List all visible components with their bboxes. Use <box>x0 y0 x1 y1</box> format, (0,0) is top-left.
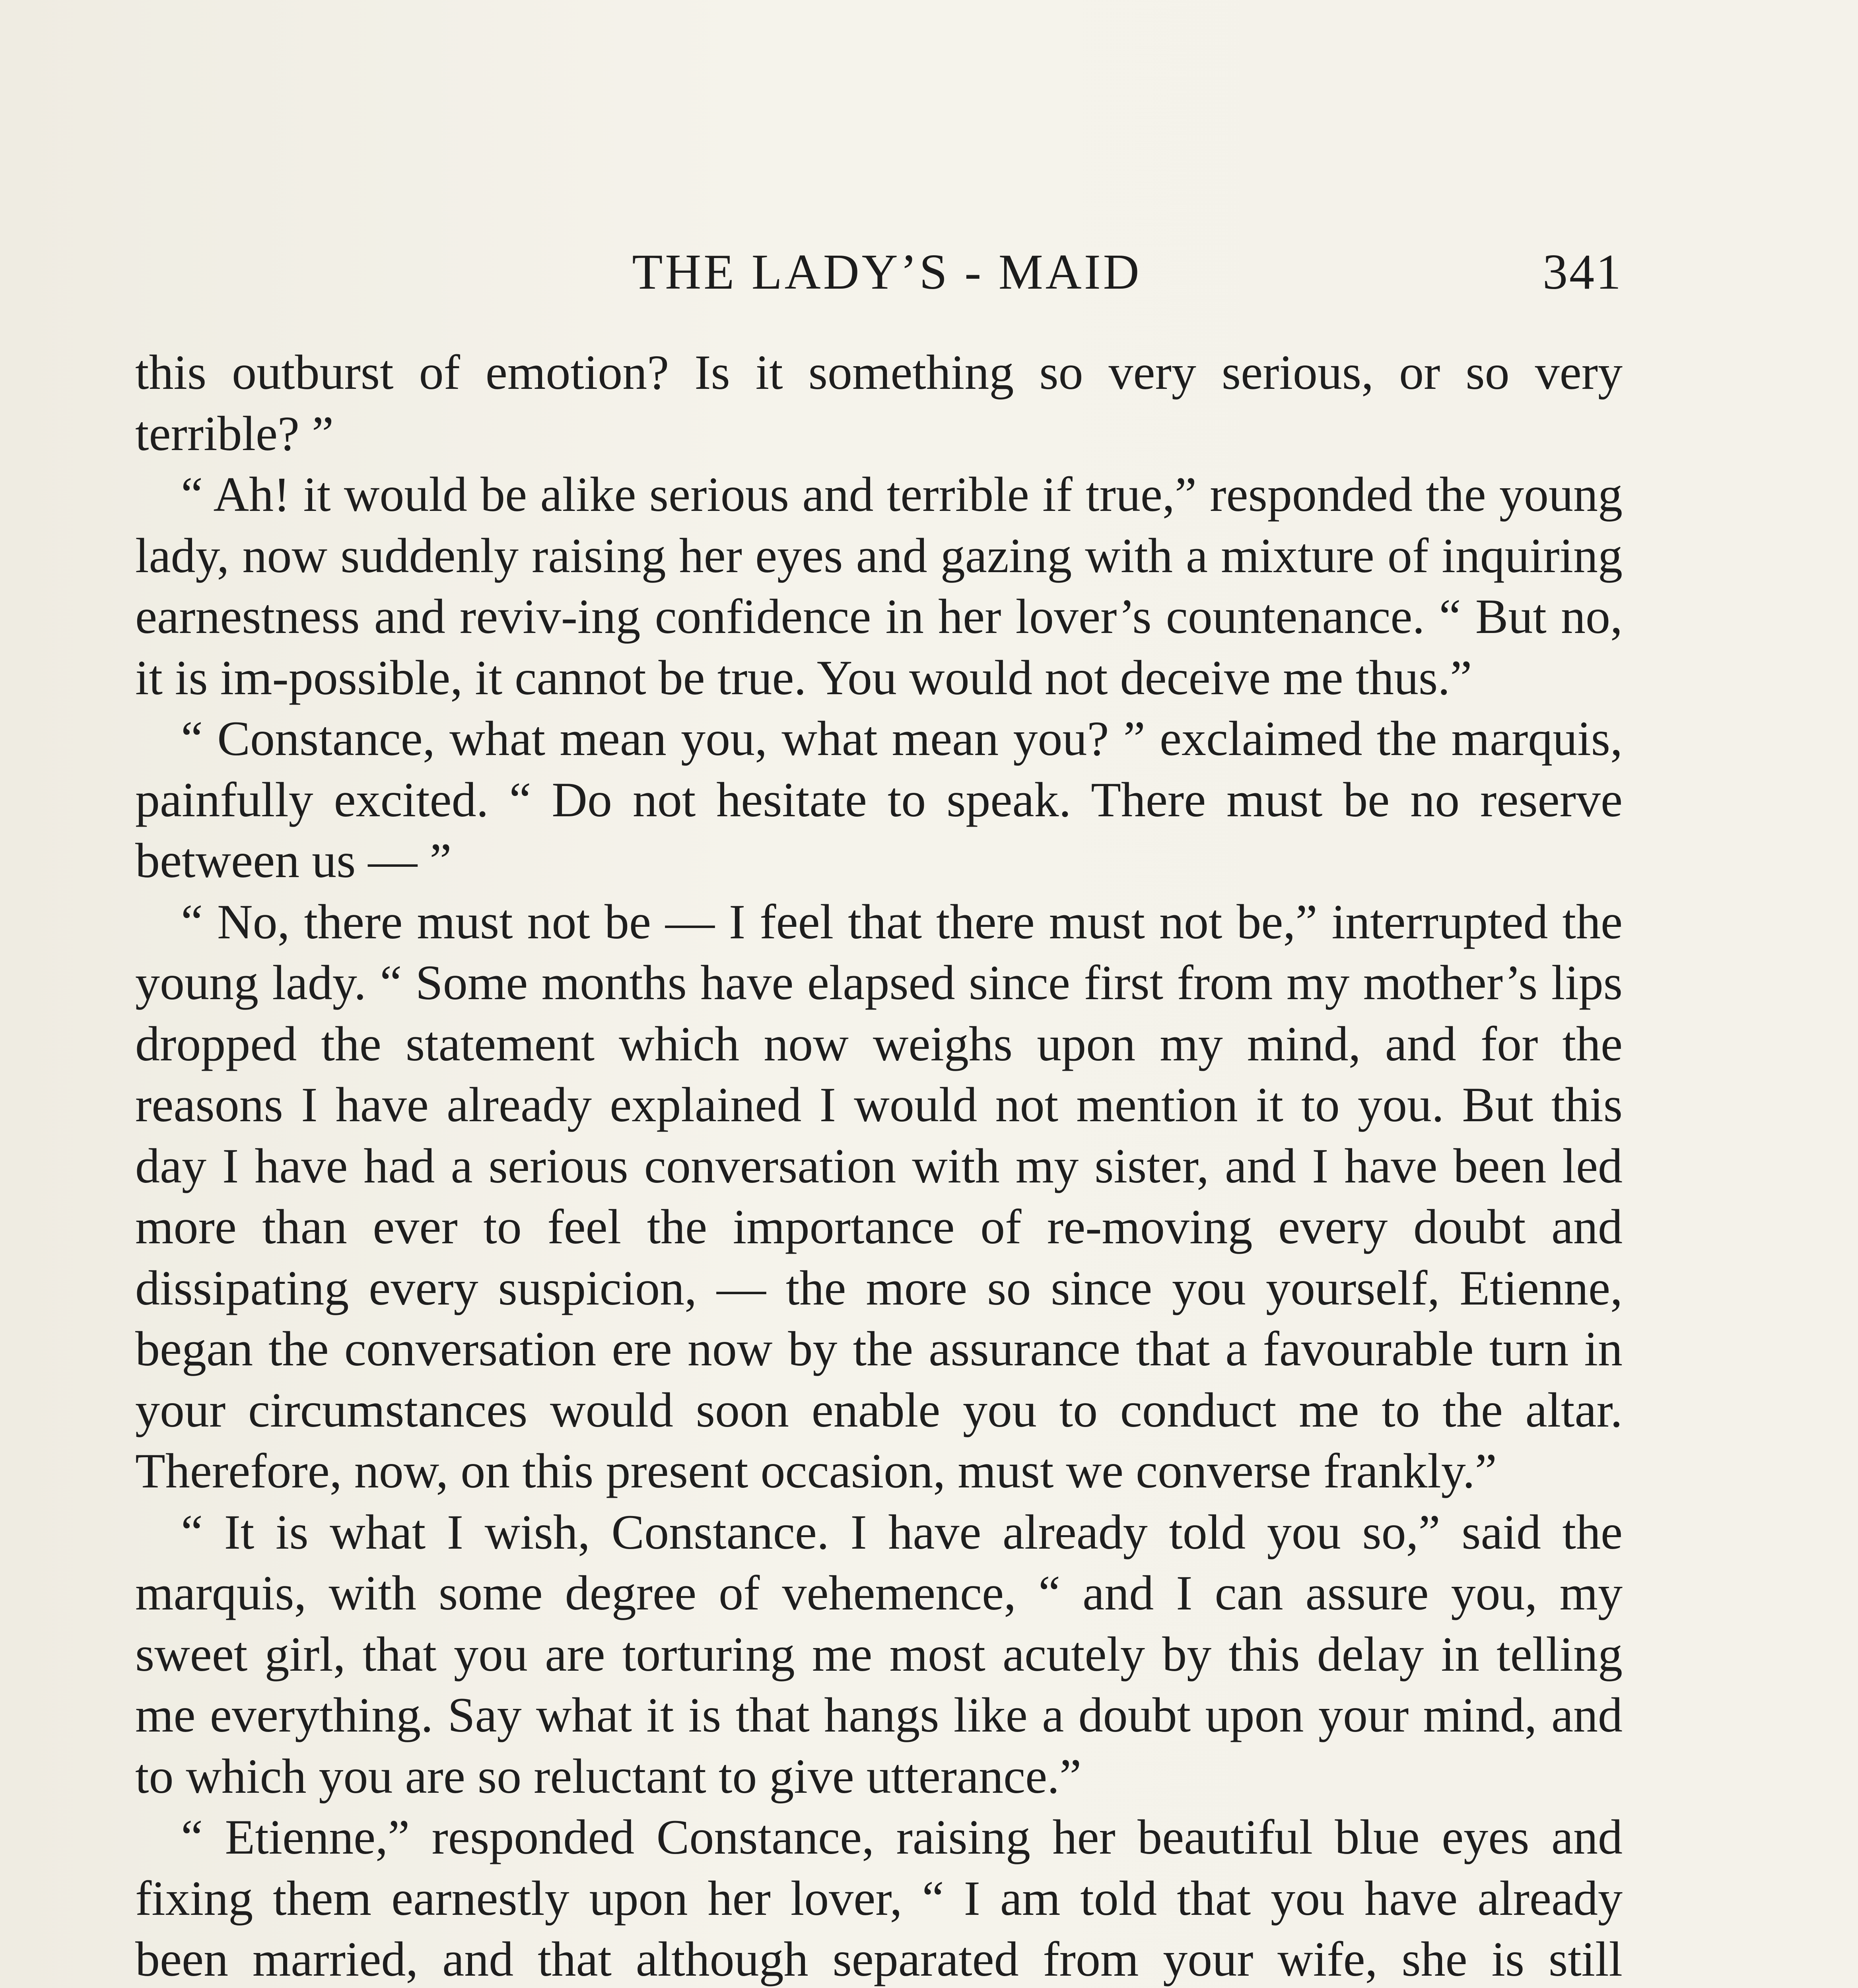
paragraph-5: “ It is what I wish, Constance. I have already told you so,” said the marquis, with some degree of vehemence, “ and I can assure you, my sweet girl, that you are torturing me most acutely by this delay in telling me everything. Say what it is that hangs like a doubt upon your mind, and to which you are so reluctant to give utterance.” <box>135 1505 1623 1804</box>
paragraph-6: “ Etienne,” responded Constance, raising her beautiful blue eyes and fixing them earnestly upon her lover, “ I am told that you have already been married, and that although separated from your wife, she is still <box>135 1810 1623 1986</box>
paragraph-4: “ No, there must not be — I feel that there must not be,” interrupted the young lady. “ Some months have elapsed since first from my mother’s lips dropped the statement which now weighs upon my mind, and for the reasons I have already explained I would not mention it to you. But this day I have had a serious conversation with my sister, and I have been led more than ever to feel the importance of re-moving every doubt and dissipating every suspicion, — the more so since you yourself, Etienne, began the conversation ere now by the assurance that a favourable turn in your circumstances would soon enable you to conduct me to the altar. Therefore, now, on this present occasion, must we converse frankly.” <box>135 894 1623 1498</box>
page-header <box>151 239 1623 314</box>
page-number: 341 <box>1543 245 1623 300</box>
paragraph-2: “ Ah! it would be alike serious and terrible if true,” responded the young lady, now suddenly raising her eyes and gazing with a mixture of inquiring earnestness and reviv-ing confidence in her lover’s countenance. “ But no, it is im-possible, it cannot be true. You would not deceive me thus.” <box>135 467 1623 705</box>
body-text <box>135 342 1623 1988</box>
paragraph-1: this outburst of emotion? Is it something so very serious, or so very terrible? ” <box>135 345 1623 461</box>
paragraph-3: “ Constance, what mean you, what mean you? ” exclaimed the marquis, painfully excited. “ Do not hesitate to speak. There must be no reserve between us — ” <box>135 711 1623 888</box>
running-head: THE LADY’S - MAID <box>632 245 1142 300</box>
